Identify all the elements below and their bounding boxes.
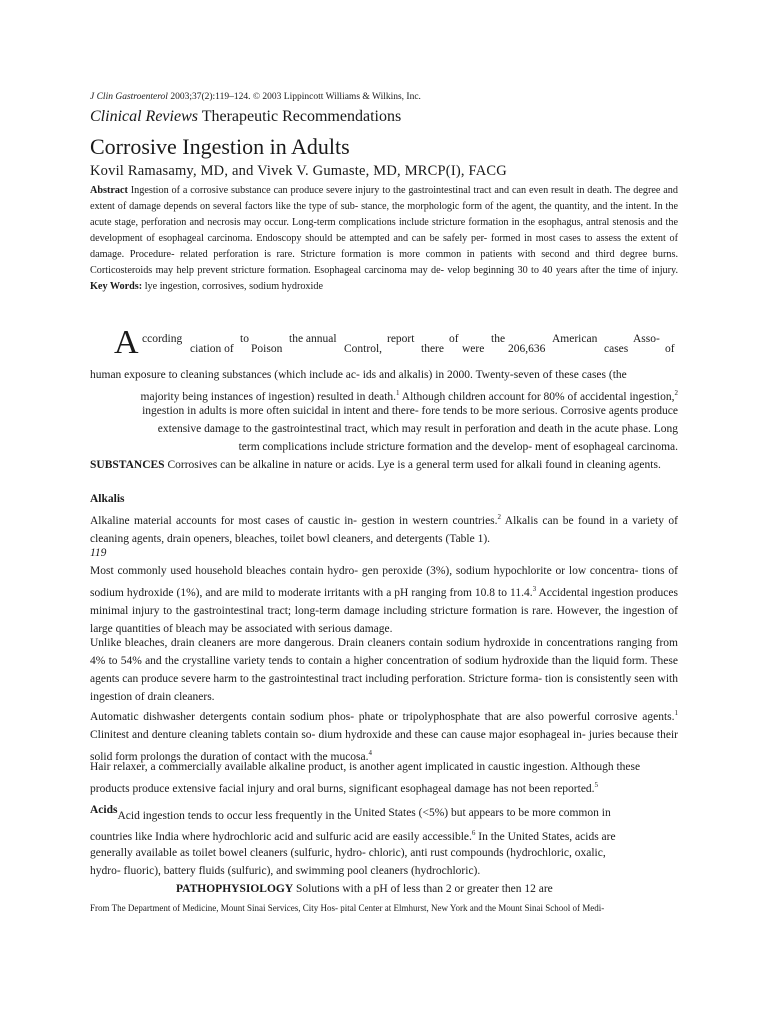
intro-word: 206,636: [508, 343, 546, 355]
intro-word: there: [421, 343, 444, 355]
intro-word: of: [449, 333, 459, 345]
section-subcategory: Therapeutic Recommendations: [197, 108, 402, 125]
intro-word: of: [665, 343, 675, 355]
intro-word: Poison: [251, 343, 283, 355]
reference-marker: 6: [471, 829, 476, 837]
pathophysiology-heading: PATHOPHYSIOLOGY: [176, 883, 294, 895]
substances-heading: SUBSTANCES: [90, 459, 165, 471]
intro-line: extensive damage to the gastrointestinal tract, which may result in perforation and death in the acute phase. Long: [157, 423, 678, 435]
journal-citation: [90, 92, 421, 102]
acids-line: [90, 804, 690, 822]
intro-line: term complications include stricture formation and the develop- ment of esophageal carcinoma.: [238, 441, 678, 453]
acids-lead: Acid ingestion tends to occur less frequently in the: [117, 810, 352, 822]
intro-word: Control,: [344, 343, 383, 355]
alkalis-paragraph: [90, 508, 678, 548]
reference-marker: 5: [594, 781, 599, 789]
abstract-text: Ingestion of a corrosive substance can produce severe injury to the gastrointestinal tract and can even result in death. The degree and extent of damage depends on several factors like the type of sub- stance, the morphologic form of the agent, the quantity, and the intent. In the acute stage, perforation and necrosis may occur. Long-term complications include stricture formation in the esophagus, antral stenosis and the development of esophageal carcinoma. Endoscopy should be attempted and can be safely per- formed in most cases to assess the extent of damage. Procedure- related perforation is rare. Stricture formation is more common in patients with second and third degree burns. Corticosteroids may help prevent stricture formation. Esophageal carcinoma may de- velop beginning 30 to 40 years after the time of injury.: [90, 185, 678, 276]
acids-heading: Acids: [90, 804, 118, 816]
reference-marker: 2: [674, 389, 678, 397]
paragraph-text: Alkaline material accounts for most cases of caustic in- gestion in western countries.: [90, 514, 498, 527]
intro-word: the annual: [289, 333, 337, 345]
paragraph-text: Clinitest and denture cleaning tablets contain so- dium hydroxide and these can cause major esophageal in- juries because their solid form prolongs the duration of contact with the mucosa.: [90, 728, 678, 763]
acids-line: [90, 824, 690, 846]
citation-details: 2003;37(2):119–124. © 2003 Lippincott Williams & Wilkins, Inc.: [167, 92, 421, 102]
intro-line: human exposure to cleaning substances (which include ac- ids and alkalis) in 2000. Twenty-seven of these cases (the: [90, 369, 627, 381]
substances-paragraph: [90, 456, 680, 474]
section-category: Clinical Reviews: [90, 108, 198, 125]
intro-word: cases: [604, 343, 629, 355]
abstract-label: Abstract: [90, 185, 128, 196]
intro-text: Although children account for 80% of accidental ingestion,: [399, 390, 675, 403]
reference-marker: 3: [532, 585, 537, 593]
abstract: [90, 183, 678, 295]
reference-marker: 1: [396, 389, 400, 397]
bleach-paragraph: [90, 562, 678, 638]
article-title: Corrosive Ingestion in Adults: [90, 134, 350, 159]
pathophysiology-text: Solutions with a pH of less than 2 or greater then 12 are: [293, 883, 553, 895]
acids-text: countries like India where hydrochloric acid and sulfuric acid are easily accessible.: [90, 830, 472, 843]
acids-text: In the United States, acids are: [475, 830, 616, 843]
reference-marker: 4: [368, 748, 372, 757]
affiliation-footnote: From The Department of Medicine, Mount Sinai Services, City Hos- pital Center at Elmhurst, New York and the Mount Sinai School of Medi-: [90, 903, 605, 913]
hair-relaxer-paragraph: [90, 758, 678, 798]
drain-cleaner-paragraph: Unlike bleaches, drain cleaners are more dangerous. Drain cleaners contain sodium hydroxide in concentrations ranging from 4% to 54% and the crystalline variety tends to contain a higher concentration of sodium hydroxide than the liquid form. These agents can produce severe harm to the gastrointestinal tract including perforation. Stricture forma- tion is consistently seen with ingestion of drain cleaners.: [90, 637, 678, 703]
keywords-text: lye ingestion, corrosives, sodium hydroxide: [142, 281, 323, 292]
intro-word: the: [491, 333, 506, 345]
pathophysiology-line: [176, 880, 553, 898]
intro-dropcap-row: [90, 326, 690, 366]
intro-word: American: [552, 333, 598, 345]
paragraph-text: Alkalis can be found in a variety of cleaning agents, drain openers, bleaches, toilet bowl cleaners, and detergents (Table 1).: [90, 514, 678, 545]
section-heading: [90, 108, 401, 126]
intro-word: ccording: [142, 333, 183, 345]
acids-line: hydro- fluoric), battery fluids (sulfuric), and swimming pool cleaners (hydrochloric).: [90, 865, 481, 877]
paragraph-text: Most commonly used household bleaches contain hydro- gen peroxide (3%), sodium hypochlorite or low concentra- tions of sodium hydroxide (1%), and are mild to moderate irritants with a pH ranging from 10.8 to 11.4.: [90, 565, 678, 599]
intro-word: Asso-: [633, 333, 660, 345]
paragraph-text: Accidental ingestion produces minimal injury to the gastrointestinal tract; long-term damage including stricture formation is rare. However, the ingestion of large quantities of bleach may be associated with serious damage.: [90, 586, 678, 635]
keywords-label: Key Words:: [90, 281, 143, 292]
substances-text: Corrosives can be alkaline in nature or acids. Lye is a general term used for alkali found in cleaning agents.: [164, 459, 661, 471]
page-number: 119: [90, 547, 107, 559]
intro-line: ingestion in adults is more often suicidal in intent and there- fore tends to be more serious. Corrosive agents produce: [142, 405, 678, 417]
acids-line: generally available as toilet bowel cleaners (sulfuric, hydro- chloric), anti rust compounds (hydrochloric, oxalic,: [90, 847, 606, 859]
intro-word: were: [462, 343, 485, 355]
paragraph-text: Hair relaxer, a commercially available alkaline product, is another agent implicated in caustic ingestion. Although these products produce extensive facial injury and oral burns, significant esophageal damage has not been reported.: [90, 761, 641, 795]
reference-marker: 1: [674, 709, 678, 717]
intro-word: report: [387, 333, 415, 345]
reference-marker: 2: [497, 513, 502, 521]
article-authors: Kovil Ramasamy, MD, and Vivek V. Gumaste, MD, MRCP(I), FACG: [90, 163, 507, 179]
acids-text: United States (<5%) but appears to be more common in: [354, 807, 611, 819]
detergent-paragraph: [90, 704, 678, 766]
journal-name: J Clin Gastroenterol: [90, 92, 168, 102]
alkalis-heading: Alkalis: [90, 493, 125, 505]
intro-word: to: [240, 333, 249, 345]
paragraph-text: Automatic dishwasher detergents contain sodium phos- phate or tripolyphosphate that are also powerful corrosive agents.: [90, 710, 675, 723]
intro-word: ciation of: [190, 343, 234, 355]
intro-text: majority being instances of ingestion) resulted in death.: [140, 390, 397, 403]
drop-cap: A: [114, 324, 139, 361]
